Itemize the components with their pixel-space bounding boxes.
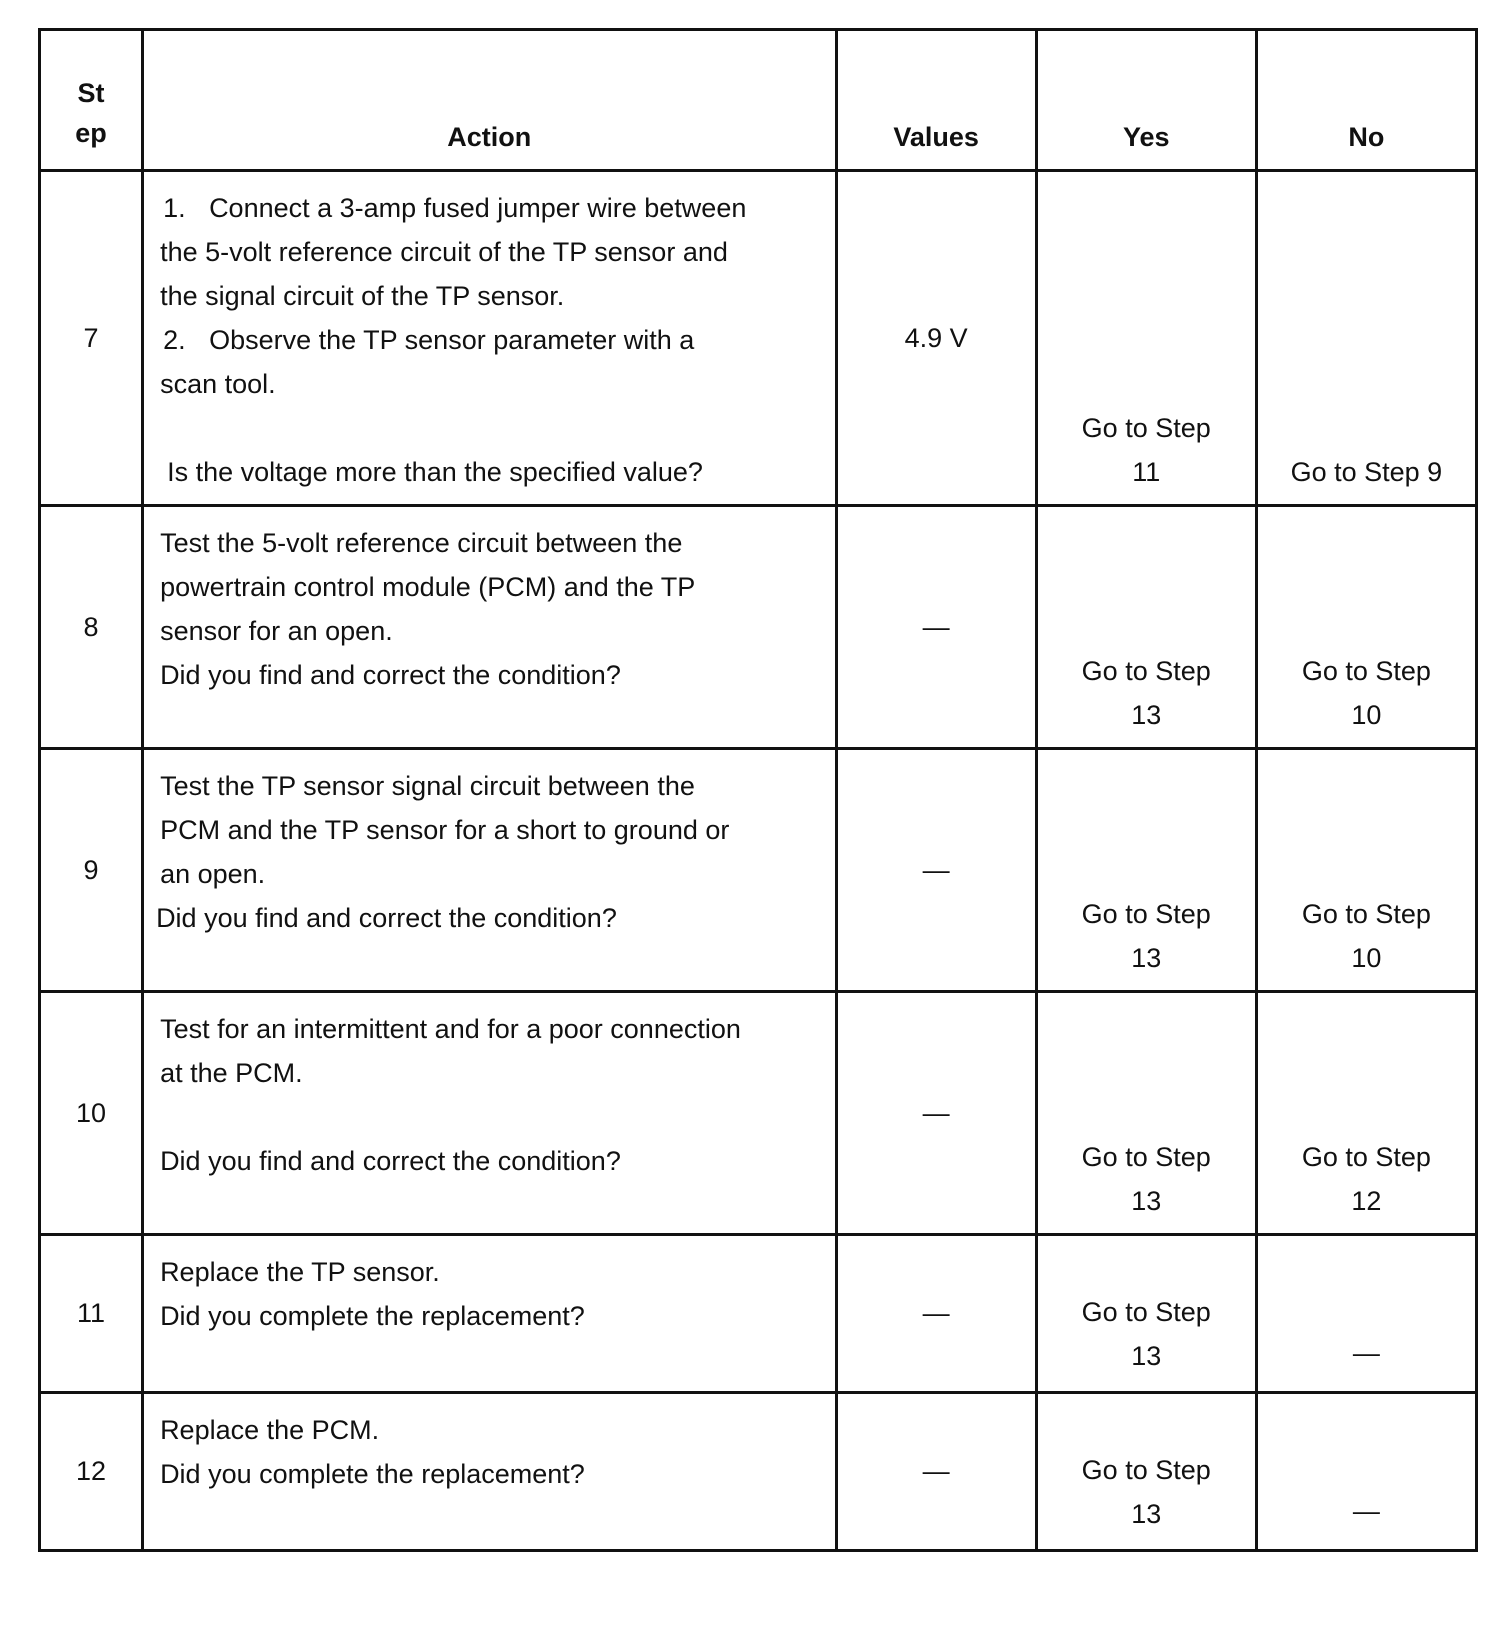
yes-goto: Go to Step — [1081, 899, 1211, 929]
table-row — [40, 1235, 1477, 1393]
yes-cell — [1036, 749, 1256, 992]
no-cell — [1256, 749, 1476, 992]
no-goto: Go to Step — [1301, 656, 1431, 686]
action-text: Replace the PCM. — [160, 1415, 380, 1445]
no-cell — [1256, 1235, 1476, 1393]
no-goto: — — [1352, 1338, 1380, 1368]
action-text: Test the TP sensor signal circuit between the — [160, 771, 695, 801]
no-cell — [1256, 1393, 1476, 1551]
yes-cell — [1036, 1393, 1256, 1551]
no-step: 12 — [1351, 1186, 1382, 1216]
action-text: at the PCM. — [160, 1058, 303, 1088]
action-text: an open. — [160, 859, 266, 889]
no-goto: Go to Step 9 — [1290, 457, 1443, 487]
no-cell — [1256, 506, 1476, 749]
action-text: powertrain control module (PCM) and the TP — [160, 572, 696, 602]
action-cell — [143, 506, 836, 749]
action-text: Test for an intermittent and for a poor connection — [160, 1014, 741, 1044]
header-yes: Yes — [1036, 30, 1256, 171]
value-cell: — — [836, 1393, 1036, 1551]
value-cell: — — [836, 506, 1036, 749]
no-goto: Go to Step — [1301, 1142, 1431, 1172]
no-step: 10 — [1351, 943, 1382, 973]
table-header-row — [40, 30, 1477, 171]
yes-step: 13 — [1131, 700, 1162, 730]
yes-cell — [1036, 992, 1256, 1235]
list-number: 2. — [163, 325, 186, 355]
yes-cell — [1036, 506, 1256, 749]
action-cell — [143, 171, 836, 506]
step-number: 7 — [40, 171, 143, 506]
action-question: Is the voltage more than the specified value? — [167, 457, 703, 487]
header-no: No — [1256, 30, 1476, 171]
yes-goto: Go to Step — [1081, 1296, 1211, 1327]
yes-step: 13 — [1131, 1186, 1162, 1216]
header-action: Action — [143, 30, 836, 171]
header-step-line1: St — [77, 78, 105, 108]
step-number: 12 — [40, 1393, 143, 1551]
action-cell — [143, 749, 836, 992]
no-step: 10 — [1351, 700, 1382, 730]
no-goto: Go to Step — [1301, 899, 1431, 929]
action-question: Did you find and correct the condition? — [156, 903, 617, 933]
action-text: Test the 5-volt reference circuit between the — [160, 528, 683, 558]
action-cell — [143, 1393, 836, 1551]
table-row — [40, 506, 1477, 749]
no-goto: — — [1352, 1496, 1380, 1526]
table-row — [40, 171, 1477, 506]
action-text: scan tool. — [160, 369, 276, 399]
action-text: sensor for an open. — [160, 616, 393, 646]
action-question: Did you complete the replacement? — [160, 1459, 585, 1489]
value-cell: 4.9 V — [836, 171, 1036, 506]
action-cell — [143, 992, 836, 1235]
action-question: Did you find and correct the condition? — [160, 660, 621, 690]
header-step-line2: ep — [75, 118, 107, 148]
yes-step: 11 — [1132, 457, 1161, 487]
action-text: the 5-volt reference circuit of the TP sensor and — [160, 237, 728, 267]
header-values: Values — [836, 30, 1036, 171]
action-question: Did you find and correct the condition? — [160, 1146, 621, 1176]
yes-cell — [1036, 171, 1256, 506]
no-cell — [1256, 171, 1476, 506]
yes-goto: Go to Step — [1081, 413, 1211, 443]
table-row — [40, 1393, 1477, 1551]
value-cell: — — [836, 1235, 1036, 1393]
yes-step: 13 — [1131, 1340, 1162, 1371]
table-row — [40, 749, 1477, 992]
yes-goto: Go to Step — [1081, 656, 1211, 686]
action-text: the signal circuit of the TP sensor. — [160, 281, 565, 311]
action-question: Did you complete the replacement? — [160, 1301, 585, 1331]
action-text: Replace the TP sensor. — [160, 1257, 440, 1287]
table-row — [40, 992, 1477, 1235]
yes-goto: Go to Step — [1081, 1142, 1211, 1172]
step-number: 10 — [40, 992, 143, 1235]
action-text: PCM and the TP sensor for a short to ground or — [160, 815, 730, 845]
yes-step: 13 — [1131, 1498, 1162, 1529]
action-cell — [143, 1235, 836, 1393]
action-text: Connect a 3-amp fused jumper wire between — [209, 193, 747, 223]
no-cell — [1256, 992, 1476, 1235]
yes-cell — [1036, 1235, 1256, 1393]
header-step — [40, 30, 143, 171]
value-cell: — — [836, 992, 1036, 1235]
step-number: 8 — [40, 506, 143, 749]
value-cell: — — [836, 749, 1036, 992]
yes-goto: Go to Step — [1081, 1454, 1211, 1485]
yes-step: 13 — [1131, 943, 1162, 973]
action-text: Observe the TP sensor parameter with a — [209, 325, 695, 355]
list-number: 1. — [163, 193, 186, 223]
step-number: 11 — [40, 1235, 143, 1393]
diagnostic-table — [38, 28, 1478, 1552]
step-number: 9 — [40, 749, 143, 992]
